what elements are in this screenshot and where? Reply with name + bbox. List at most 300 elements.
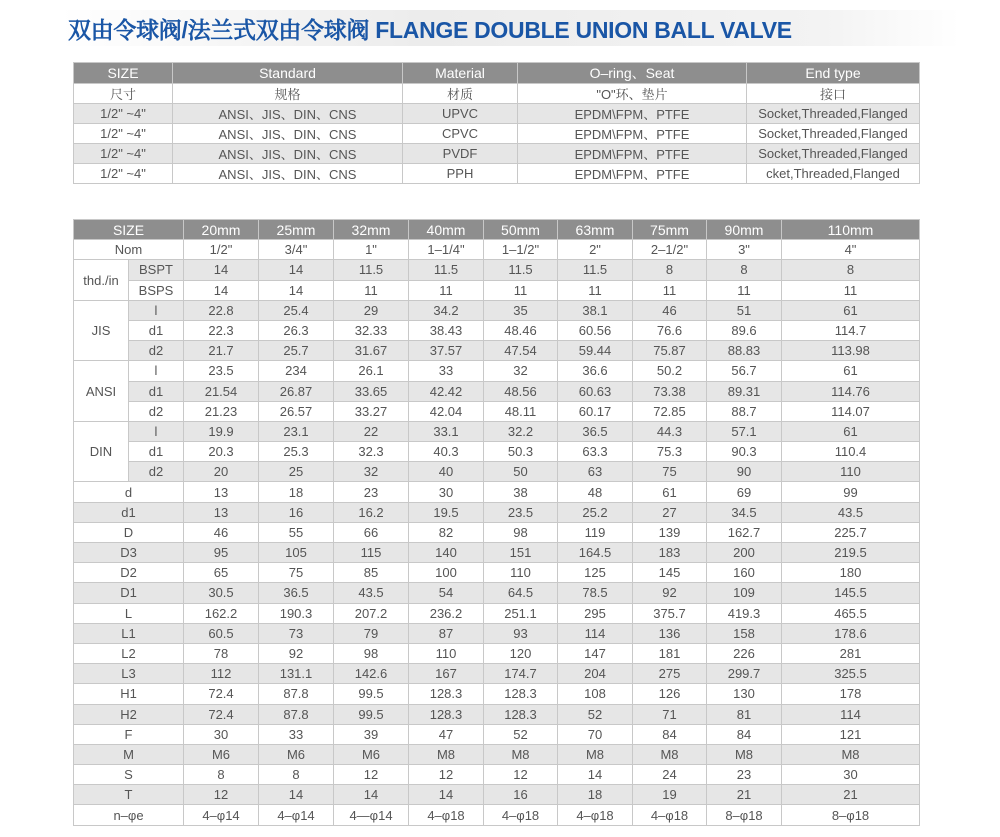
table-cell: 61 [782, 421, 920, 441]
table-cell: 295 [558, 603, 633, 623]
table-cell: 126 [633, 684, 707, 704]
table-cell: M6 [334, 744, 409, 764]
table-cell: 52 [558, 704, 633, 724]
table-cell: 52 [484, 724, 558, 744]
table-row [74, 300, 920, 320]
table-row [74, 260, 920, 280]
row-label: L [74, 603, 184, 623]
size-header-row [74, 220, 920, 240]
table-cell: 4–φ14 [184, 805, 259, 825]
table-cell: 219.5 [782, 543, 920, 563]
table-cell: 61 [782, 361, 920, 381]
table-cell: 8 [782, 260, 920, 280]
table-cell: 99 [782, 482, 920, 502]
table-cell: 32 [484, 361, 558, 381]
table-cell: EPDM\FPM、PTFE [518, 144, 747, 164]
table-cell: 128.3 [409, 684, 484, 704]
table-cell: 38.43 [409, 320, 484, 340]
table-cell: 110 [782, 462, 920, 482]
table-cell: 73.38 [633, 381, 707, 401]
row-label: d1 [129, 320, 184, 340]
table-cell: 31.67 [334, 341, 409, 361]
table-cell: 23 [334, 482, 409, 502]
table-cell: 81 [707, 704, 782, 724]
table-cell: 64.5 [484, 583, 558, 603]
table-cell: 46 [633, 300, 707, 320]
spec-table [73, 62, 920, 184]
table-cell: 1/2" ~4" [74, 124, 173, 144]
table-cell: 11 [558, 280, 633, 300]
table-cell: 57.1 [707, 421, 782, 441]
table-cell: 1–1/2" [484, 240, 558, 260]
table-row [74, 522, 920, 542]
table-cell: 114 [782, 704, 920, 724]
table-cell: 183 [633, 543, 707, 563]
table-cell: 73 [259, 623, 334, 643]
table-cell: 71 [633, 704, 707, 724]
table-cell: 14 [184, 280, 259, 300]
table-cell: 35 [484, 300, 558, 320]
table-cell: 204 [558, 664, 633, 684]
table-cell: 72.4 [184, 684, 259, 704]
table-cell: 40.3 [409, 442, 484, 462]
table-cell: 47 [409, 724, 484, 744]
table-cell: 131.1 [259, 664, 334, 684]
table-row [74, 381, 920, 401]
table-cell: 72.85 [633, 401, 707, 421]
table-cell: 88.83 [707, 341, 782, 361]
table-cell: 130 [707, 684, 782, 704]
table-cell: M8 [782, 744, 920, 764]
row-label: F [74, 724, 184, 744]
size-header: 20mm [184, 220, 259, 240]
table-cell: 48.11 [484, 401, 558, 421]
table-cell: 84 [633, 724, 707, 744]
table-cell: 11 [409, 280, 484, 300]
table-cell: 20 [184, 462, 259, 482]
table-cell: PVDF [403, 144, 518, 164]
table-cell: 11.5 [558, 260, 633, 280]
table-cell: 465.5 [782, 603, 920, 623]
table-row [74, 361, 920, 381]
table-cell: 43.5 [334, 583, 409, 603]
table-cell: ANSI、JIS、DIN、CNS [173, 144, 403, 164]
table-cell: 13 [184, 482, 259, 502]
table-cell: 1–1/4" [409, 240, 484, 260]
table-cell: 114.7 [782, 320, 920, 340]
table-cell: 178 [782, 684, 920, 704]
table-cell: 119 [558, 522, 633, 542]
table-cell: 61 [633, 482, 707, 502]
table-cell: Socket,Threaded,Flanged [747, 124, 920, 144]
table-cell: 43.5 [782, 502, 920, 522]
table-cell: 59.44 [558, 341, 633, 361]
table-cell: 23.5 [184, 361, 259, 381]
table-cell: 46 [184, 522, 259, 542]
table-cell: 4—φ14 [334, 805, 409, 825]
column-subheader: 材质 [403, 84, 518, 104]
table-cell: 125 [558, 563, 633, 583]
table-cell: 112 [184, 664, 259, 684]
table-cell: 14 [334, 785, 409, 805]
table-cell: EPDM\FPM、PTFE [518, 104, 747, 124]
table-cell: M6 [259, 744, 334, 764]
group-label: DIN [74, 421, 129, 482]
table-cell: 226 [707, 643, 782, 663]
column-subheader: 规格 [173, 84, 403, 104]
table-cell: 88.7 [707, 401, 782, 421]
table-cell: 105 [259, 543, 334, 563]
table-row [74, 401, 920, 421]
table-row [74, 643, 920, 663]
table-cell: 160 [707, 563, 782, 583]
table-cell: 66 [334, 522, 409, 542]
table-cell: 147 [558, 643, 633, 663]
table-cell: 63.3 [558, 442, 633, 462]
table-cell: 110 [409, 643, 484, 663]
size-header: 110mm [782, 220, 920, 240]
size-header: 75mm [633, 220, 707, 240]
table-row [74, 785, 920, 805]
table-cell: 12 [184, 785, 259, 805]
table-cell: 60.5 [184, 623, 259, 643]
group-label: ANSI [74, 361, 129, 422]
table-cell: 128.3 [409, 704, 484, 724]
table-cell: 85 [334, 563, 409, 583]
table-cell: 23.5 [484, 502, 558, 522]
table-cell: 14 [409, 785, 484, 805]
row-label: BSPT [129, 260, 184, 280]
table-cell: 56.7 [707, 361, 782, 381]
table-cell: 30.5 [184, 583, 259, 603]
row-label: L1 [74, 623, 184, 643]
table-row [74, 144, 920, 164]
table-cell: M8 [484, 744, 558, 764]
table-cell: 162.2 [184, 603, 259, 623]
row-label: D1 [74, 583, 184, 603]
table-cell: 92 [633, 583, 707, 603]
row-label: d1 [129, 381, 184, 401]
table-cell: 180 [782, 563, 920, 583]
column-subheader: "O"环、垫片 [518, 84, 747, 104]
table-cell: 87 [409, 623, 484, 643]
table-cell: 55 [259, 522, 334, 542]
table-cell: 110 [484, 563, 558, 583]
table-cell: 4" [782, 240, 920, 260]
table-row [74, 765, 920, 785]
table-cell: 136 [633, 623, 707, 643]
table-cell: 121 [782, 724, 920, 744]
table-cell: 89.31 [707, 381, 782, 401]
row-label: M [74, 744, 184, 764]
table-cell: M8 [633, 744, 707, 764]
table-cell: M8 [558, 744, 633, 764]
table-cell: 4–φ18 [633, 805, 707, 825]
table-cell: 22.3 [184, 320, 259, 340]
table-row [74, 104, 920, 124]
table-cell: 114.07 [782, 401, 920, 421]
table-cell: 90 [707, 462, 782, 482]
table-row [74, 583, 920, 603]
table-cell: 22 [334, 421, 409, 441]
table-cell: 12 [409, 765, 484, 785]
table-cell: 114 [558, 623, 633, 643]
table-cell: 18 [558, 785, 633, 805]
table-cell: 375.7 [633, 603, 707, 623]
row-label: L3 [74, 664, 184, 684]
table-cell: 25.2 [558, 502, 633, 522]
table-cell: 11 [334, 280, 409, 300]
row-label: H1 [74, 684, 184, 704]
table-cell: 34.2 [409, 300, 484, 320]
table-cell: 14 [259, 785, 334, 805]
table-cell: 1/2" ~4" [74, 164, 173, 184]
table-cell: 8–φ18 [782, 805, 920, 825]
table-cell: 325.5 [782, 664, 920, 684]
table-cell: 33.27 [334, 401, 409, 421]
table-cell: 2–1/2" [633, 240, 707, 260]
table-cell: 32.33 [334, 320, 409, 340]
table-cell: 2" [558, 240, 633, 260]
table-cell: 50.2 [633, 361, 707, 381]
table-cell: 11.5 [484, 260, 558, 280]
table-cell: 75.87 [633, 341, 707, 361]
table-cell: 13 [184, 502, 259, 522]
table-cell: 21 [782, 785, 920, 805]
table-cell: 38 [484, 482, 558, 502]
table-cell: 98 [334, 643, 409, 663]
table-cell: 158 [707, 623, 782, 643]
table-cell: 92 [259, 643, 334, 663]
page-title: 双由令球阀/法兰式双由令球阀 FLANGE DOUBLE UNION BALL VALVE [68, 17, 792, 43]
table-cell: 21.54 [184, 381, 259, 401]
table-row [74, 623, 920, 643]
table-cell: 1/2" [184, 240, 259, 260]
table-cell: 8 [633, 260, 707, 280]
table-cell: 181 [633, 643, 707, 663]
row-label: S [74, 765, 184, 785]
table-cell: 4–φ14 [259, 805, 334, 825]
table-cell: 98 [484, 522, 558, 542]
table-cell: 18 [259, 482, 334, 502]
row-label: l [129, 300, 184, 320]
subheader-row [74, 84, 920, 104]
table-cell: 48 [558, 482, 633, 502]
column-header: Standard [173, 63, 403, 84]
table-cell: 14 [184, 260, 259, 280]
table-cell: 42.04 [409, 401, 484, 421]
table-cell: 25.4 [259, 300, 334, 320]
nom-row [74, 240, 920, 260]
table-cell: 190.3 [259, 603, 334, 623]
table-cell: 19.5 [409, 502, 484, 522]
table-cell: 145 [633, 563, 707, 583]
table-cell: 44.3 [633, 421, 707, 441]
table-row [74, 724, 920, 744]
table-cell: 39 [334, 724, 409, 744]
nom-label: Nom [74, 240, 184, 260]
table-cell: 174.7 [484, 664, 558, 684]
size-header: 90mm [707, 220, 782, 240]
size-header: 40mm [409, 220, 484, 240]
table-cell: 76.6 [633, 320, 707, 340]
table-cell: 36.5 [259, 583, 334, 603]
table-cell: 40 [409, 462, 484, 482]
table-row [74, 124, 920, 144]
table-cell: ANSI、JIS、DIN、CNS [173, 164, 403, 184]
table-cell: 25.3 [259, 442, 334, 462]
table-cell: 25 [259, 462, 334, 482]
table-cell: 33.65 [334, 381, 409, 401]
table-cell: 8 [259, 765, 334, 785]
table-cell: 110.4 [782, 442, 920, 462]
table-cell: 145.5 [782, 583, 920, 603]
group-label: JIS [74, 300, 129, 361]
table-cell: 26.1 [334, 361, 409, 381]
table-cell: 140 [409, 543, 484, 563]
table-cell: 8 [184, 765, 259, 785]
row-label: D3 [74, 543, 184, 563]
size-header: 50mm [484, 220, 558, 240]
table-cell: 60.63 [558, 381, 633, 401]
table-row [74, 704, 920, 724]
table-row [74, 462, 920, 482]
row-label: l [129, 361, 184, 381]
table-cell: 142.6 [334, 664, 409, 684]
table-row [74, 805, 920, 825]
table-cell: 139 [633, 522, 707, 542]
table-cell: 12 [334, 765, 409, 785]
size-header: 25mm [259, 220, 334, 240]
table-cell: 109 [707, 583, 782, 603]
table-cell: M6 [184, 744, 259, 764]
table-cell: 50.3 [484, 442, 558, 462]
table-cell: 79 [334, 623, 409, 643]
table-row [74, 502, 920, 522]
table-cell: CPVC [403, 124, 518, 144]
size-header: 63mm [558, 220, 633, 240]
column-subheader: 尺寸 [74, 84, 173, 104]
group-label: thd./in [74, 260, 129, 300]
table-cell: 8–φ18 [707, 805, 782, 825]
table-cell: 69 [707, 482, 782, 502]
table-cell: 1" [334, 240, 409, 260]
table-cell: 151 [484, 543, 558, 563]
table-cell: 1/2" ~4" [74, 144, 173, 164]
row-label: d1 [129, 442, 184, 462]
table-cell: 30 [409, 482, 484, 502]
table-row [74, 442, 920, 462]
header-row [74, 63, 920, 84]
table-cell: 37.57 [409, 341, 484, 361]
table-cell: 61 [782, 300, 920, 320]
table-cell: 90.3 [707, 442, 782, 462]
table-cell: 128.3 [484, 704, 558, 724]
row-label: D [74, 522, 184, 542]
table-row [74, 744, 920, 764]
table-cell: 225.7 [782, 522, 920, 542]
table-cell: 8 [707, 260, 782, 280]
table-cell: 78.5 [558, 583, 633, 603]
table-cell: 4–φ18 [558, 805, 633, 825]
table-cell: 21 [707, 785, 782, 805]
table-cell: 38.1 [558, 300, 633, 320]
table-cell: 26.57 [259, 401, 334, 421]
table-row [74, 341, 920, 361]
table-row [74, 320, 920, 340]
table-cell: 23 [707, 765, 782, 785]
table-cell: 167 [409, 664, 484, 684]
table-cell: 14 [259, 260, 334, 280]
table-cell: 419.3 [707, 603, 782, 623]
table-cell: 50 [484, 462, 558, 482]
column-header: Material [403, 63, 518, 84]
table-cell: 72.4 [184, 704, 259, 724]
table-cell: 14 [259, 280, 334, 300]
table-cell: 299.7 [707, 664, 782, 684]
table-cell: 47.54 [484, 341, 558, 361]
table-cell: 27 [633, 502, 707, 522]
table-cell: 114.76 [782, 381, 920, 401]
table-cell: 200 [707, 543, 782, 563]
table-cell: 34.5 [707, 502, 782, 522]
row-label: d [74, 482, 184, 502]
table-cell: 11 [782, 280, 920, 300]
table-cell: cket,Threaded,Flanged [747, 164, 920, 184]
row-label: d1 [74, 502, 184, 522]
table-cell: 162.7 [707, 522, 782, 542]
table-cell: 115 [334, 543, 409, 563]
table-cell: 30 [782, 765, 920, 785]
table-cell: 1/2" ~4" [74, 104, 173, 124]
table-cell: 87.8 [259, 704, 334, 724]
table-cell: 75.3 [633, 442, 707, 462]
row-label: d2 [129, 401, 184, 421]
table-cell: 275 [633, 664, 707, 684]
table-cell: 234 [259, 361, 334, 381]
row-label: BSPS [129, 280, 184, 300]
table-cell: 60.56 [558, 320, 633, 340]
table-cell: 82 [409, 522, 484, 542]
table-cell: 108 [558, 684, 633, 704]
row-label: d2 [129, 462, 184, 482]
table-cell: 48.46 [484, 320, 558, 340]
table-cell: 78 [184, 643, 259, 663]
table-cell: EPDM\FPM、PTFE [518, 124, 747, 144]
table-cell: 36.6 [558, 361, 633, 381]
table-cell: 12 [484, 765, 558, 785]
table-cell: 14 [558, 765, 633, 785]
table-cell: EPDM\FPM、PTFE [518, 164, 747, 184]
row-label: d2 [129, 341, 184, 361]
column-subheader: 接口 [747, 84, 920, 104]
table-cell: 128.3 [484, 684, 558, 704]
row-label: n–φe [74, 805, 184, 825]
table-cell: 251.1 [484, 603, 558, 623]
table-cell: 21.7 [184, 341, 259, 361]
table-cell: 89.6 [707, 320, 782, 340]
size-label: SIZE [74, 220, 184, 240]
table-cell: 11.5 [409, 260, 484, 280]
table-cell: 30 [184, 724, 259, 744]
table-cell: 281 [782, 643, 920, 663]
table-row [74, 421, 920, 441]
table-cell: PPH [403, 164, 518, 184]
table-cell: 33 [259, 724, 334, 744]
table-cell: 63 [558, 462, 633, 482]
row-label: D2 [74, 563, 184, 583]
table-cell: ANSI、JIS、DIN、CNS [173, 124, 403, 144]
